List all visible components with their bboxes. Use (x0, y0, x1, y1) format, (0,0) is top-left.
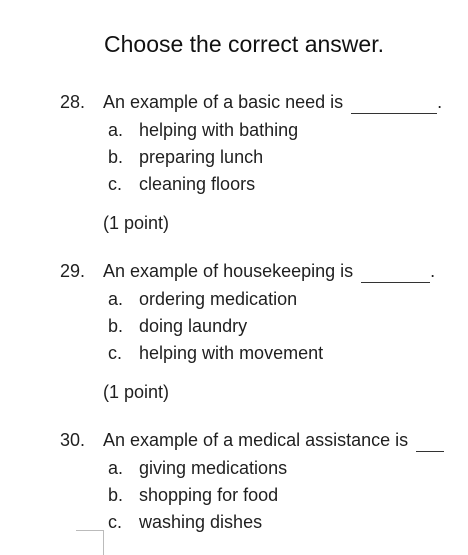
option-letter: c. (108, 512, 123, 532)
page-corner-mark (76, 530, 104, 555)
question-number: 28. (60, 92, 86, 112)
points-label: (1 point) (103, 213, 170, 233)
option-text: cleaning floors (139, 174, 256, 194)
option-text: washing dishes (139, 512, 263, 532)
question-text: An example of a medical assistance is (103, 430, 409, 450)
option-a[interactable] (108, 286, 468, 313)
options-list (60, 455, 468, 536)
option-text: helping with movement (139, 343, 324, 363)
option-letter: a. (108, 458, 124, 478)
option-b[interactable] (108, 313, 468, 340)
option-letter: b. (108, 485, 124, 505)
option-letter: b. (108, 316, 124, 336)
option-letter: c. (108, 174, 123, 194)
option-b[interactable] (108, 482, 468, 509)
option-text: shopping for food (139, 485, 279, 505)
option-text: doing laundry (139, 316, 248, 336)
question-text: An example of a basic need is (103, 92, 344, 112)
question-number: 29. (60, 261, 86, 281)
question-28 (60, 90, 468, 235)
blank-end: . (437, 92, 443, 112)
options-list (60, 286, 468, 367)
option-b[interactable] (108, 144, 468, 171)
option-text: giving medications (139, 458, 288, 478)
option-text: preparing lunch (139, 147, 264, 167)
blank-end: . (430, 261, 436, 281)
option-c[interactable] (108, 509, 468, 536)
answer-blank[interactable] (416, 437, 444, 452)
option-letter: b. (108, 147, 124, 167)
option-letter: a. (108, 120, 124, 140)
options-list (60, 117, 468, 198)
answer-blank[interactable] (361, 268, 430, 283)
option-letter: c. (108, 343, 123, 363)
option-a[interactable] (108, 117, 468, 144)
option-text: ordering medication (139, 289, 298, 309)
question-text: An example of housekeeping is (103, 261, 354, 281)
option-c[interactable] (108, 171, 468, 198)
question-30 (60, 428, 468, 536)
question-29 (60, 259, 468, 404)
points-label: (1 point) (103, 382, 170, 402)
answer-blank[interactable] (351, 99, 437, 114)
page-title: Choose the correct answer. (104, 31, 384, 57)
option-text: helping with bathing (139, 120, 299, 140)
question-number: 30. (60, 430, 86, 450)
option-a[interactable] (108, 455, 468, 482)
option-letter: a. (108, 289, 124, 309)
option-c[interactable] (108, 340, 468, 367)
